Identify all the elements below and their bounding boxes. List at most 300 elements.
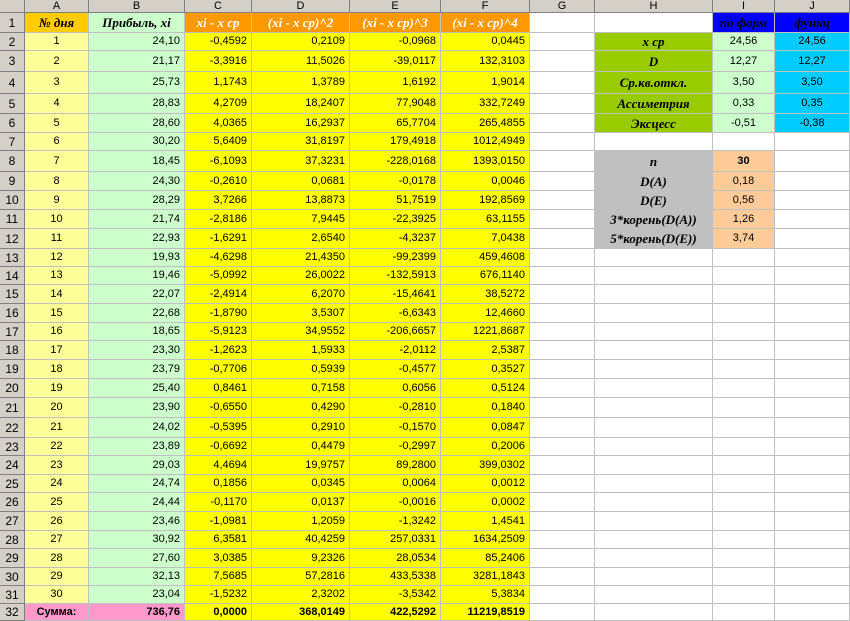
empty-cell[interactable]	[530, 172, 595, 191]
value-cell[interactable]: 192,8569	[441, 191, 530, 210]
value-cell[interactable]: 28,0534	[350, 549, 441, 568]
value-cell[interactable]: -5,0992	[185, 267, 252, 285]
value-cell[interactable]: 676,1140	[441, 267, 530, 285]
empty-cell[interactable]	[530, 438, 595, 456]
stat-label[interactable]: x ср	[595, 33, 713, 51]
value-cell[interactable]: 1,1743	[185, 72, 252, 94]
row-header[interactable]: 27	[0, 512, 25, 531]
empty-cell[interactable]	[595, 323, 713, 341]
empty-cell[interactable]	[713, 549, 775, 568]
value-cell[interactable]: 433,5338	[350, 568, 441, 586]
row-header[interactable]: 20	[0, 379, 25, 398]
column-header-g[interactable]: G	[530, 0, 595, 13]
profit-cell[interactable]: 19,93	[89, 249, 185, 267]
empty-cell[interactable]	[713, 304, 775, 323]
day-number-cell[interactable]: 27	[25, 531, 89, 549]
value-cell[interactable]: 0,0345	[252, 475, 350, 493]
profit-cell[interactable]: 22,07	[89, 285, 185, 304]
profit-cell[interactable]: 23,89	[89, 438, 185, 456]
empty-cell[interactable]	[713, 568, 775, 586]
day-number-cell[interactable]: 20	[25, 398, 89, 418]
empty-cell[interactable]	[595, 341, 713, 360]
empty-cell[interactable]	[595, 418, 713, 438]
stat-formula-value[interactable]: 12,27	[713, 51, 775, 72]
empty-cell[interactable]	[595, 379, 713, 398]
empty-cell[interactable]	[775, 133, 850, 151]
stat-func-value[interactable]: 12,27	[775, 51, 850, 72]
profit-cell[interactable]: 24,02	[89, 418, 185, 438]
value-cell[interactable]: -0,1570	[350, 418, 441, 438]
stat-formula-value[interactable]: 3,50	[713, 72, 775, 94]
extra-value[interactable]: 1,26	[713, 210, 775, 229]
empty-cell[interactable]	[530, 568, 595, 586]
value-cell[interactable]: 18,2407	[252, 94, 350, 114]
value-cell[interactable]: 2,3202	[252, 586, 350, 604]
empty-cell[interactable]	[775, 341, 850, 360]
header-c[interactable]: xi - x ср	[185, 13, 252, 33]
empty-cell[interactable]	[775, 379, 850, 398]
extra-value[interactable]: 0,56	[713, 191, 775, 210]
value-cell[interactable]: 3281,1843	[441, 568, 530, 586]
empty-cell[interactable]	[775, 512, 850, 531]
day-number-cell[interactable]: 10	[25, 210, 89, 229]
empty-cell[interactable]	[713, 418, 775, 438]
empty-cell[interactable]	[775, 172, 850, 191]
value-cell[interactable]: -206,6657	[350, 323, 441, 341]
value-cell[interactable]: -22,3925	[350, 210, 441, 229]
value-cell[interactable]: -0,4577	[350, 360, 441, 379]
row-header[interactable]: 6	[0, 114, 25, 133]
value-cell[interactable]: -0,5395	[185, 418, 252, 438]
value-cell[interactable]: 0,1856	[185, 475, 252, 493]
profit-cell[interactable]: 22,68	[89, 304, 185, 323]
row-header[interactable]: 30	[0, 568, 25, 586]
value-cell[interactable]: 57,2816	[252, 568, 350, 586]
row-header[interactable]: 16	[0, 304, 25, 323]
empty-cell[interactable]	[530, 51, 595, 72]
row-header[interactable]: 2	[0, 33, 25, 51]
extra-label[interactable]: D(E)	[595, 191, 713, 210]
value-cell[interactable]: -39,0117	[350, 51, 441, 72]
profit-cell[interactable]: 25,40	[89, 379, 185, 398]
value-cell[interactable]: 3,0385	[185, 549, 252, 568]
value-cell[interactable]: 0,4290	[252, 398, 350, 418]
day-number-cell[interactable]: 3	[25, 72, 89, 94]
profit-cell[interactable]: 29,03	[89, 456, 185, 475]
empty-cell[interactable]	[775, 267, 850, 285]
value-cell[interactable]: 77,9048	[350, 94, 441, 114]
day-number-cell[interactable]: 5	[25, 114, 89, 133]
value-cell[interactable]: 37,3231	[252, 151, 350, 172]
value-cell[interactable]: 0,4479	[252, 438, 350, 456]
empty-cell[interactable]	[595, 549, 713, 568]
sum-label[interactable]: Сумма:	[25, 604, 89, 621]
empty-cell[interactable]	[713, 249, 775, 267]
value-cell[interactable]: 9,2326	[252, 549, 350, 568]
empty-cell[interactable]	[530, 210, 595, 229]
empty-cell[interactable]	[595, 438, 713, 456]
profit-cell[interactable]: 18,45	[89, 151, 185, 172]
row-header[interactable]: 18	[0, 341, 25, 360]
row-header[interactable]: 25	[0, 475, 25, 493]
value-cell[interactable]: 0,0445	[441, 33, 530, 51]
value-cell[interactable]: -6,6343	[350, 304, 441, 323]
empty-cell[interactable]	[775, 229, 850, 249]
empty-cell[interactable]	[775, 549, 850, 568]
value-cell[interactable]: 31,8197	[252, 133, 350, 151]
value-cell[interactable]: 4,2709	[185, 94, 252, 114]
empty-cell[interactable]	[530, 33, 595, 51]
empty-cell[interactable]	[713, 133, 775, 151]
empty-cell[interactable]	[713, 267, 775, 285]
empty-cell[interactable]	[775, 191, 850, 210]
value-cell[interactable]: 5,6409	[185, 133, 252, 151]
value-cell[interactable]: -0,2610	[185, 172, 252, 191]
value-cell[interactable]: 0,0046	[441, 172, 530, 191]
profit-cell[interactable]: 23,46	[89, 512, 185, 531]
empty-cell[interactable]	[713, 360, 775, 379]
empty-cell[interactable]	[713, 456, 775, 475]
empty-cell[interactable]	[530, 418, 595, 438]
empty-cell[interactable]	[713, 493, 775, 512]
value-cell[interactable]: -99,2399	[350, 249, 441, 267]
day-number-cell[interactable]: 8	[25, 172, 89, 191]
empty-cell[interactable]	[775, 210, 850, 229]
day-number-cell[interactable]: 14	[25, 285, 89, 304]
value-cell[interactable]: 21,4350	[252, 249, 350, 267]
sum-cell[interactable]: 368,0149	[252, 604, 350, 621]
value-cell[interactable]: -132,5913	[350, 267, 441, 285]
value-cell[interactable]: 4,0365	[185, 114, 252, 133]
value-cell[interactable]: 11,5026	[252, 51, 350, 72]
profit-cell[interactable]: 24,74	[89, 475, 185, 493]
empty-cell[interactable]	[595, 586, 713, 604]
value-cell[interactable]: 265,4855	[441, 114, 530, 133]
value-cell[interactable]: 63,1155	[441, 210, 530, 229]
value-cell[interactable]: -5,9123	[185, 323, 252, 341]
empty-cell[interactable]	[530, 72, 595, 94]
value-cell[interactable]: 0,2109	[252, 33, 350, 51]
profit-cell[interactable]: 18,65	[89, 323, 185, 341]
value-cell[interactable]: 2,6540	[252, 229, 350, 249]
empty-cell[interactable]	[713, 323, 775, 341]
sum-cell[interactable]: 736,76	[89, 604, 185, 621]
day-number-cell[interactable]: 26	[25, 512, 89, 531]
value-cell[interactable]: 65,7704	[350, 114, 441, 133]
sum-cell[interactable]: 0,0000	[185, 604, 252, 621]
value-cell[interactable]: -228,0168	[350, 151, 441, 172]
column-header-i[interactable]: I	[713, 0, 775, 13]
row-header[interactable]: 31	[0, 586, 25, 604]
empty-cell[interactable]	[530, 191, 595, 210]
profit-cell[interactable]: 28,83	[89, 94, 185, 114]
empty-cell[interactable]	[713, 379, 775, 398]
day-number-cell[interactable]: 18	[25, 360, 89, 379]
value-cell[interactable]: -1,6291	[185, 229, 252, 249]
row-header[interactable]: 1	[0, 13, 25, 33]
empty-cell[interactable]	[713, 512, 775, 531]
empty-cell[interactable]	[775, 604, 850, 621]
select-all-corner[interactable]	[0, 0, 25, 13]
value-cell[interactable]: -0,1170	[185, 493, 252, 512]
empty-cell[interactable]	[530, 13, 595, 33]
stat-label[interactable]: Ср.кв.откл.	[595, 72, 713, 94]
value-cell[interactable]: 0,0681	[252, 172, 350, 191]
empty-cell[interactable]	[530, 341, 595, 360]
value-cell[interactable]: -0,0968	[350, 33, 441, 51]
value-cell[interactable]: -1,0981	[185, 512, 252, 531]
stat-label[interactable]: Эксцесс	[595, 114, 713, 133]
stat-label[interactable]: Ассиметрия	[595, 94, 713, 114]
value-cell[interactable]: 85,2406	[441, 549, 530, 568]
profit-cell[interactable]: 21,74	[89, 210, 185, 229]
value-cell[interactable]: 179,4918	[350, 133, 441, 151]
row-header[interactable]: 10	[0, 191, 25, 210]
row-header[interactable]: 17	[0, 323, 25, 341]
value-cell[interactable]: -6,1093	[185, 151, 252, 172]
row-header[interactable]: 26	[0, 493, 25, 512]
empty-cell[interactable]	[530, 549, 595, 568]
day-number-cell[interactable]: 24	[25, 475, 89, 493]
empty-cell[interactable]	[530, 285, 595, 304]
value-cell[interactable]: 5,3834	[441, 586, 530, 604]
day-number-cell[interactable]: 1	[25, 33, 89, 51]
empty-cell[interactable]	[595, 398, 713, 418]
value-cell[interactable]: 1,5933	[252, 341, 350, 360]
empty-cell[interactable]	[775, 456, 850, 475]
header-a[interactable]: № дня	[25, 13, 89, 33]
empty-cell[interactable]	[775, 531, 850, 549]
value-cell[interactable]: -3,5342	[350, 586, 441, 604]
empty-cell[interactable]	[595, 360, 713, 379]
value-cell[interactable]: -0,2997	[350, 438, 441, 456]
profit-cell[interactable]: 23,90	[89, 398, 185, 418]
value-cell[interactable]: 332,7249	[441, 94, 530, 114]
profit-cell[interactable]: 22,93	[89, 229, 185, 249]
value-cell[interactable]: 1393,0150	[441, 151, 530, 172]
empty-cell[interactable]	[595, 304, 713, 323]
row-header[interactable]: 14	[0, 267, 25, 285]
value-cell[interactable]: 4,4694	[185, 456, 252, 475]
value-cell[interactable]: -1,3242	[350, 512, 441, 531]
empty-cell[interactable]	[530, 94, 595, 114]
empty-cell[interactable]	[530, 586, 595, 604]
profit-cell[interactable]: 24,30	[89, 172, 185, 191]
column-header-b[interactable]: B	[89, 0, 185, 13]
empty-cell[interactable]	[595, 249, 713, 267]
profit-cell[interactable]: 19,46	[89, 267, 185, 285]
value-cell[interactable]: -0,4592	[185, 33, 252, 51]
empty-cell[interactable]	[595, 568, 713, 586]
empty-cell[interactable]	[530, 360, 595, 379]
extra-value[interactable]: 30	[713, 151, 775, 172]
stat-func-value[interactable]: 0,35	[775, 94, 850, 114]
row-header[interactable]: 21	[0, 398, 25, 418]
value-cell[interactable]: 38,5272	[441, 285, 530, 304]
row-header[interactable]: 28	[0, 531, 25, 549]
profit-cell[interactable]: 23,79	[89, 360, 185, 379]
day-number-cell[interactable]: 16	[25, 323, 89, 341]
value-cell[interactable]: -0,2810	[350, 398, 441, 418]
day-number-cell[interactable]: 19	[25, 379, 89, 398]
value-cell[interactable]: -1,8790	[185, 304, 252, 323]
value-cell[interactable]: -3,3916	[185, 51, 252, 72]
empty-cell[interactable]	[595, 475, 713, 493]
empty-cell[interactable]	[530, 267, 595, 285]
value-cell[interactable]: 0,0847	[441, 418, 530, 438]
row-header[interactable]: 19	[0, 360, 25, 379]
day-number-cell[interactable]: 2	[25, 51, 89, 72]
day-number-cell[interactable]: 7	[25, 151, 89, 172]
row-header[interactable]: 22	[0, 418, 25, 438]
extra-label[interactable]: n	[595, 151, 713, 172]
value-cell[interactable]: 0,7158	[252, 379, 350, 398]
empty-cell[interactable]	[595, 285, 713, 304]
value-cell[interactable]: 1012,4949	[441, 133, 530, 151]
profit-cell[interactable]: 32,13	[89, 568, 185, 586]
empty-cell[interactable]	[713, 341, 775, 360]
empty-cell[interactable]	[713, 604, 775, 621]
value-cell[interactable]: 0,5939	[252, 360, 350, 379]
row-header[interactable]: 12	[0, 229, 25, 249]
column-header-c[interactable]: C	[185, 0, 252, 13]
value-cell[interactable]: -0,0016	[350, 493, 441, 512]
stat-formula-value[interactable]: 24,56	[713, 33, 775, 51]
row-header[interactable]: 32	[0, 604, 25, 621]
value-cell[interactable]: 3,5307	[252, 304, 350, 323]
empty-cell[interactable]	[595, 493, 713, 512]
extra-label[interactable]: 3*корень(D(A))	[595, 210, 713, 229]
header-f[interactable]: (xi - x ср)^4	[441, 13, 530, 33]
header-b[interactable]: Прибыль, xi	[89, 13, 185, 33]
profit-cell[interactable]: 28,60	[89, 114, 185, 133]
column-header-d[interactable]: D	[252, 0, 350, 13]
value-cell[interactable]: -0,6550	[185, 398, 252, 418]
value-cell[interactable]: 7,9445	[252, 210, 350, 229]
value-cell[interactable]: 459,4608	[441, 249, 530, 267]
value-cell[interactable]: 1,6192	[350, 72, 441, 94]
empty-cell[interactable]	[775, 586, 850, 604]
value-cell[interactable]: 19,9757	[252, 456, 350, 475]
empty-cell[interactable]	[775, 493, 850, 512]
empty-cell[interactable]	[713, 475, 775, 493]
header-j[interactable]: функц	[775, 13, 850, 33]
value-cell[interactable]: 1634,2509	[441, 531, 530, 549]
value-cell[interactable]: 7,0438	[441, 229, 530, 249]
value-cell[interactable]: -1,5232	[185, 586, 252, 604]
empty-cell[interactable]	[775, 475, 850, 493]
value-cell[interactable]: -2,0112	[350, 341, 441, 360]
value-cell[interactable]: 13,8873	[252, 191, 350, 210]
row-header[interactable]: 11	[0, 210, 25, 229]
profit-cell[interactable]: 27,60	[89, 549, 185, 568]
value-cell[interactable]: -4,3237	[350, 229, 441, 249]
value-cell[interactable]: 40,4259	[252, 531, 350, 549]
row-header[interactable]: 3	[0, 51, 25, 72]
day-number-cell[interactable]: 13	[25, 267, 89, 285]
value-cell[interactable]: -0,6692	[185, 438, 252, 456]
empty-cell[interactable]	[530, 512, 595, 531]
empty-cell[interactable]	[530, 398, 595, 418]
empty-cell[interactable]	[530, 456, 595, 475]
row-header[interactable]: 4	[0, 72, 25, 94]
value-cell[interactable]: 0,1840	[441, 398, 530, 418]
day-number-cell[interactable]: 30	[25, 586, 89, 604]
empty-cell[interactable]	[530, 475, 595, 493]
empty-cell[interactable]	[595, 267, 713, 285]
day-number-cell[interactable]: 23	[25, 456, 89, 475]
value-cell[interactable]: 1,9014	[441, 72, 530, 94]
stat-func-value[interactable]: 24,56	[775, 33, 850, 51]
empty-cell[interactable]	[775, 398, 850, 418]
profit-cell[interactable]: 21,17	[89, 51, 185, 72]
row-header[interactable]: 23	[0, 438, 25, 456]
empty-cell[interactable]	[530, 114, 595, 133]
row-header[interactable]: 29	[0, 549, 25, 568]
value-cell[interactable]: 0,6056	[350, 379, 441, 398]
value-cell[interactable]: 1,2059	[252, 512, 350, 531]
empty-cell[interactable]	[530, 249, 595, 267]
value-cell[interactable]: 89,2800	[350, 456, 441, 475]
value-cell[interactable]: 0,2910	[252, 418, 350, 438]
row-header[interactable]: 5	[0, 94, 25, 114]
stat-formula-value[interactable]: -0,51	[713, 114, 775, 133]
empty-cell[interactable]	[530, 604, 595, 621]
value-cell[interactable]: 0,5124	[441, 379, 530, 398]
sum-cell[interactable]: 422,5292	[350, 604, 441, 621]
empty-cell[interactable]	[530, 304, 595, 323]
extra-value[interactable]: 3,74	[713, 229, 775, 249]
row-header[interactable]: 15	[0, 285, 25, 304]
profit-cell[interactable]: 30,92	[89, 531, 185, 549]
empty-cell[interactable]	[713, 586, 775, 604]
empty-cell[interactable]	[775, 304, 850, 323]
value-cell[interactable]: 2,5387	[441, 341, 530, 360]
day-number-cell[interactable]: 11	[25, 229, 89, 249]
row-header[interactable]: 13	[0, 249, 25, 267]
column-header-e[interactable]: E	[350, 0, 441, 13]
row-header[interactable]: 24	[0, 456, 25, 475]
value-cell[interactable]: 3,7266	[185, 191, 252, 210]
value-cell[interactable]: 0,8461	[185, 379, 252, 398]
sum-cell[interactable]: 11219,8519	[441, 604, 530, 621]
value-cell[interactable]: 34,9552	[252, 323, 350, 341]
value-cell[interactable]: 1,3789	[252, 72, 350, 94]
day-number-cell[interactable]: 28	[25, 549, 89, 568]
value-cell[interactable]: -2,4914	[185, 285, 252, 304]
day-number-cell[interactable]: 29	[25, 568, 89, 586]
empty-cell[interactable]	[775, 418, 850, 438]
empty-cell[interactable]	[595, 531, 713, 549]
value-cell[interactable]: 26,0022	[252, 267, 350, 285]
column-header-a[interactable]: A	[25, 0, 89, 13]
header-d[interactable]: (xi - x ср)^2	[252, 13, 350, 33]
value-cell[interactable]: 257,0331	[350, 531, 441, 549]
profit-cell[interactable]: 24,10	[89, 33, 185, 51]
value-cell[interactable]: 0,0012	[441, 475, 530, 493]
value-cell[interactable]: -0,0178	[350, 172, 441, 191]
value-cell[interactable]: -2,8186	[185, 210, 252, 229]
day-number-cell[interactable]: 25	[25, 493, 89, 512]
value-cell[interactable]: 0,0002	[441, 493, 530, 512]
header-e[interactable]: (xi - x ср)^3	[350, 13, 441, 33]
day-number-cell[interactable]: 4	[25, 94, 89, 114]
value-cell[interactable]: 0,0064	[350, 475, 441, 493]
stat-formula-value[interactable]: 0,33	[713, 94, 775, 114]
row-header[interactable]: 8	[0, 151, 25, 172]
day-number-cell[interactable]: 17	[25, 341, 89, 360]
empty-cell[interactable]	[775, 285, 850, 304]
